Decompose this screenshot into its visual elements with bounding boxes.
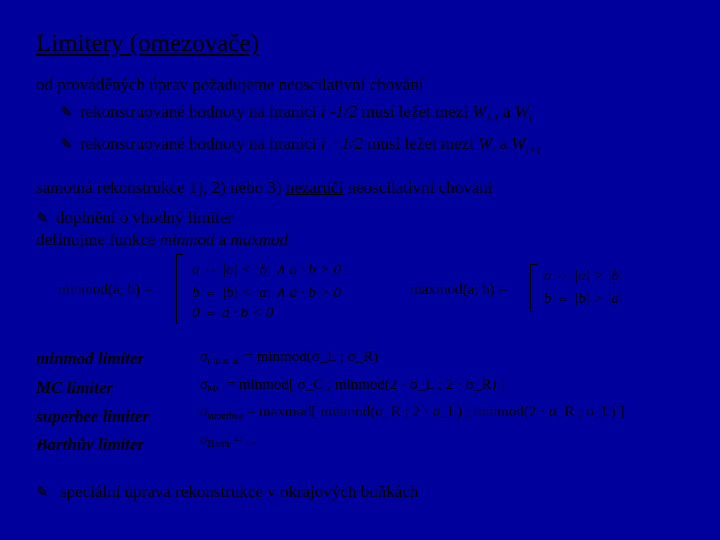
minmod-lhs: minmod(a; b) = (58, 282, 153, 298)
limiter-name-superbee: superbee limiter (36, 407, 149, 426)
slide-title: Limitery (omezovače) (36, 30, 259, 57)
limiter-name-barth: Barthův limiter (36, 435, 145, 454)
define-functions: definujme funkce minmod a maxmod (36, 230, 289, 249)
formula-superbee: $\sigma_{superbee}$ = maxmod[ minmod(σ_R ; 2 · σ_L) ; minmod(2 · σ_R ; σ_L) ] (200, 404, 625, 422)
maxmod-row-1: a ⇔ |a| > |b| (544, 268, 624, 284)
hand-pen-icon: ✎ (36, 209, 49, 227)
minmod-row-3: 0 ⇔ a · b < 0 (192, 305, 274, 321)
limiter-name-minmod: minmod limiter (36, 349, 145, 368)
formula-minmod: $\sigma_{minmod}$ = minmod(σ_L ; σ_R) (200, 349, 379, 367)
bullet-boundary-right: ✎ rekonstruované hodnoty na hranici i +1/2 musí ležet mezi $W_i$ a $W_{i+1}$ (60, 134, 542, 157)
maxmod-brace (530, 264, 537, 312)
maxmod-row-2: b ⇔ |b| > |a| (544, 291, 624, 307)
minmod-brace (176, 254, 183, 324)
maxmod-lhs: maxmod(a; b) = (410, 282, 507, 298)
bullet-boundary-cells: ✎ speciální úprava rekonstrukce v okrajových buňkách (36, 482, 419, 501)
minmod-row-1: a ⇔ |a| < |b| ∧ a · b > 0 (192, 262, 341, 278)
hand-pen-icon: ✎ (60, 103, 73, 121)
hand-pen-icon: ✎ (36, 483, 49, 501)
formula-barth: $\sigma_{Barth}$ = ... (200, 432, 257, 450)
hand-pen-icon: ✎ (60, 135, 73, 153)
bullet-boundary-left: ✎ rekonstruované hodnoty na hranici i -1/2 musí ležet mezi $W_{i-1}$ a $W_i$ (60, 102, 532, 125)
intro-text: od prováděných úprav požadujeme neoscilativní chování (36, 75, 424, 94)
formula-mc: $\sigma_{MC}$ = minmod[ σ_C ; minmod(2 · σ_L ; 2 · σ_R) ] (200, 377, 506, 395)
bullet-limiter: ✎ doplnění o vhodný limiter (36, 208, 234, 227)
minmod-row-2: b ⇔ |b| < |a| ∧ a · b > 0 (192, 285, 341, 301)
limiter-name-mc: MC limiter (36, 378, 113, 397)
reconstruction-note: samotná rekonstrukce 1), 2) nebo 3) nezaručí neoscilativní chování (36, 178, 493, 197)
